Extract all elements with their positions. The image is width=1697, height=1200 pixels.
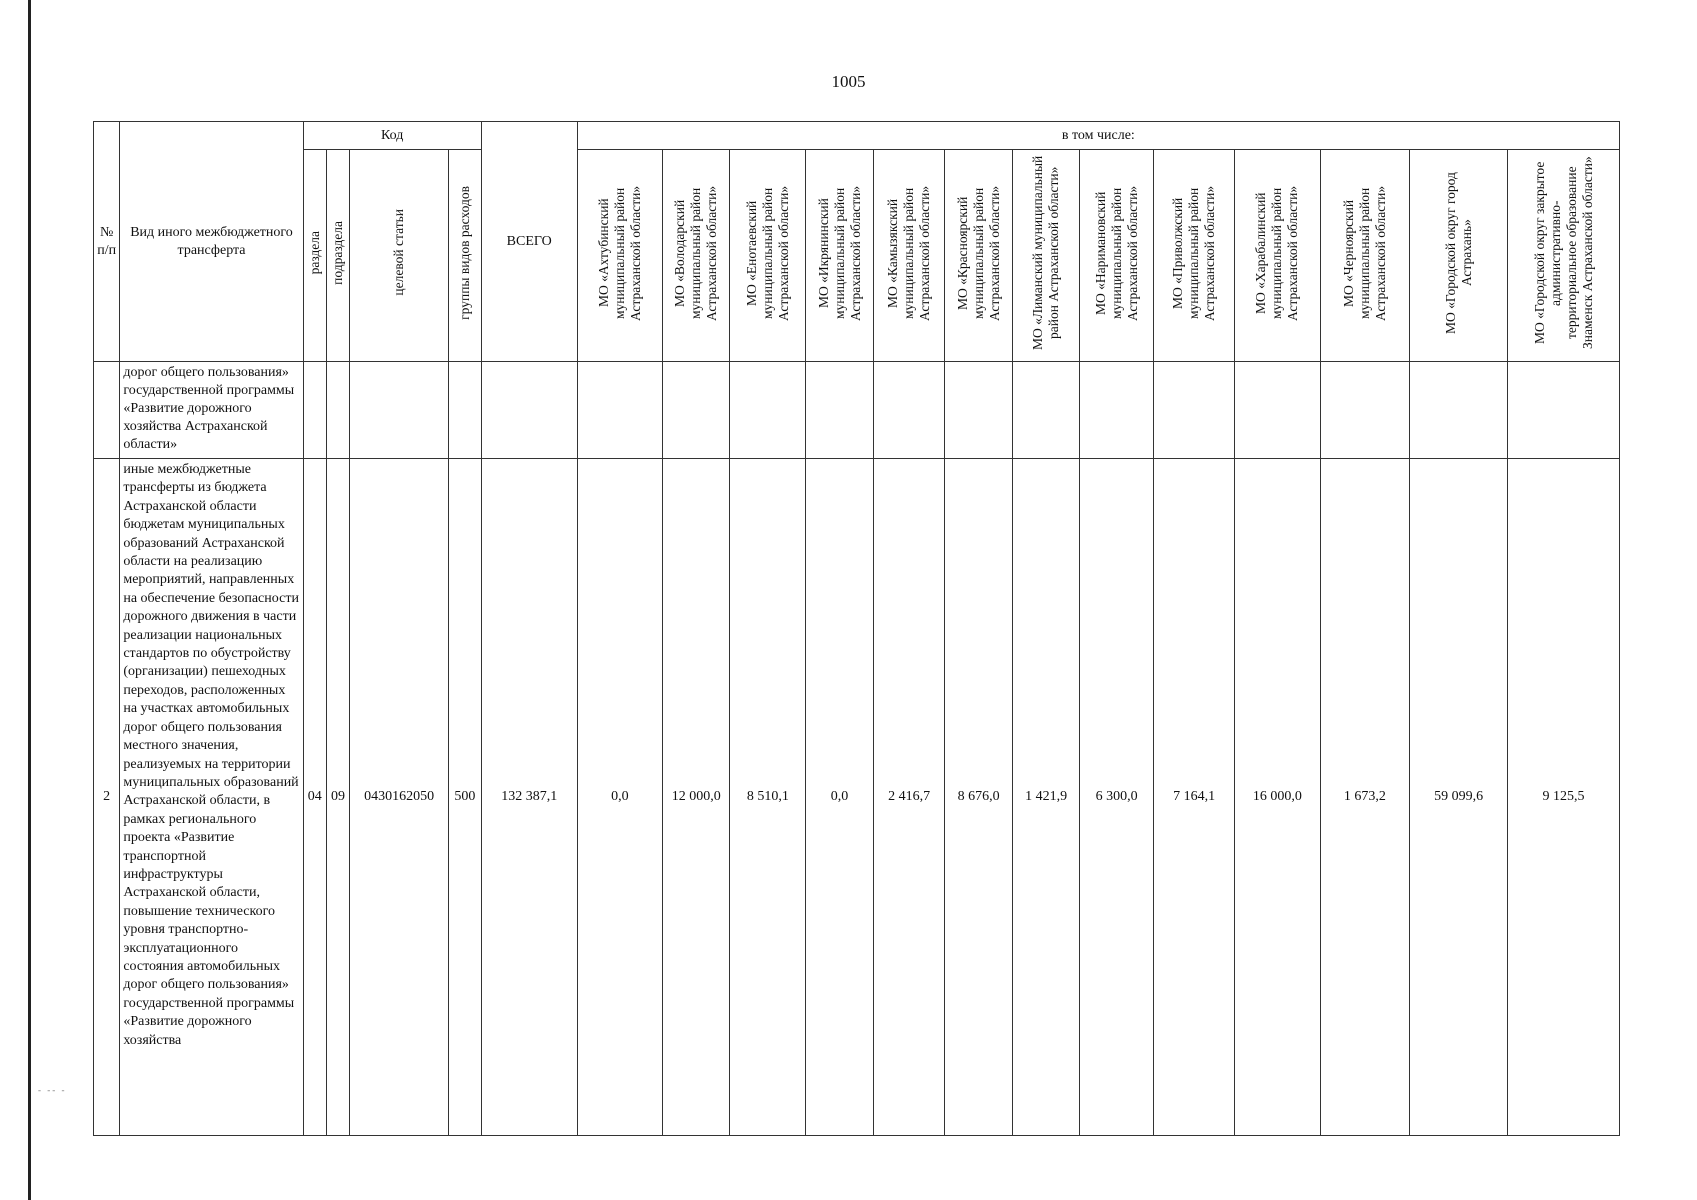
margin-mark: - -- -: [38, 1085, 67, 1095]
header-mo-narimanovsky: МО «Наримановский муниципальный район Астраханской области»: [1080, 150, 1154, 362]
header-mo-enotaevsky: МО «Енотаевский муниципальный район Астраханской области»: [730, 150, 806, 362]
table-row-continuation: [94, 362, 1620, 459]
cell-mo-kamyzyaksky: 2 416,7: [873, 459, 945, 1136]
cell-row-number: 2: [94, 459, 120, 1136]
header-kod-gruppy: группы видов расходов: [449, 150, 482, 362]
header-mo-kamyzyaksky: МО «Камызякский муниципальный район Астраханской области»: [873, 150, 945, 362]
header-mo-ikryaninsky: МО «Икрянинский муниципальный район Астраханской области»: [806, 150, 873, 362]
header-mo-privolzhsky: МО «Приволжский муниципальный район Астраханской области»: [1154, 150, 1235, 362]
header-mo-znamensk: МО «Городской округ закрытое административно-территориальное образование Знаменск Астраханской области»: [1508, 150, 1620, 362]
cell-mo-krasnoyarsky: 8 676,0: [945, 459, 1012, 1136]
header-mo-limansky: МО «Лиманский муниципальный район Астраханской области»: [1012, 150, 1079, 362]
header-transfer-type: Вид иного межбюджетного трансферта: [120, 122, 303, 362]
header-mo-astrakhan: МО «Городской округ город Астрахань»: [1410, 150, 1508, 362]
cell-gruppa: 500: [449, 459, 482, 1136]
header-kod-celevoy: целевой статьи: [350, 150, 449, 362]
header-including: в том числе:: [577, 122, 1619, 150]
cell-mo-narimanovsky: 6 300,0: [1080, 459, 1154, 1136]
table-row: [94, 459, 1620, 1136]
header-mo-kharabalinsky: МО «Харабалинский муниципальный район Астраханской области»: [1235, 150, 1320, 362]
cell-transfer-type: иные межбюджетные трансферты из бюджета Астраханской области бюджетам муниципальных образований Астраханской области на реализацию мероприятий, направленных на обеспечение безопасности дорожного движения в части реализации национальных стандартов по обустройству (организации) пешеходных переходов, расположенных на участках автомобильных дорог общего пользования местного значения, реализуемых на территории муниципальных образований Астраханской области, в рамках регионального проекта «Развитие транспортной инфраструктуры Астраханской области, повышение технического уровня транспортно-эксплуатационного состояния автомобильных дорог общего пользования» государственной программы «Развитие дорожного хозяйства: [120, 459, 303, 1136]
cell-mo-akhtubinsky: 0,0: [577, 459, 662, 1136]
cell-mo-enotaevsky: 8 510,1: [730, 459, 806, 1136]
header-total: ВСЕГО: [481, 122, 577, 362]
cell-mo-volodarsky: 12 000,0: [663, 459, 730, 1136]
cell-celevaya: 0430162050: [350, 459, 449, 1136]
header-kod-podrazdela: подраздела: [326, 150, 349, 362]
cell-mo-chernoyarsky: 1 673,2: [1320, 459, 1410, 1136]
cell-transfer-type: дорог общего пользования» государственной программы «Развитие дорожного хозяйства Астраханской области»: [120, 362, 303, 459]
header-mo-akhtubinsky: МО «Ахтубинский муниципальный район Астраханской области»: [577, 150, 662, 362]
header-mo-chernoyarsky: МО «Черноярский муниципальный район Астраханской области»: [1320, 150, 1410, 362]
cell-podrazdel: 09: [326, 459, 349, 1136]
cell-mo-astrakhan: 59 099,6: [1410, 459, 1508, 1136]
cell-total: 132 387,1: [481, 459, 577, 1136]
cell-num: [94, 362, 120, 459]
header-kod: Код: [303, 122, 481, 150]
cell-mo-limansky: 1 421,9: [1012, 459, 1079, 1136]
cell-mo-privolzhsky: 7 164,1: [1154, 459, 1235, 1136]
page-number: 1005: [831, 72, 866, 91]
cell-mo-znamensk: 9 125,5: [1508, 459, 1620, 1136]
cell-mo-kharabalinsky: 16 000,0: [1235, 459, 1320, 1136]
binding-line: [28, 0, 31, 1200]
header-kod-razdela: раздела: [303, 150, 326, 362]
header-mo-krasnoyarsky: МО «Красноярский муниципальный район Астраханской области»: [945, 150, 1012, 362]
header-num: № п/п: [94, 122, 120, 362]
header-mo-volodarsky: МО «Володарский муниципальный район Астраханской области»: [663, 150, 730, 362]
budget-table: [93, 121, 1620, 1136]
cell-razdel: 04: [303, 459, 326, 1136]
cell-mo-ikryaninsky: 0,0: [806, 459, 873, 1136]
